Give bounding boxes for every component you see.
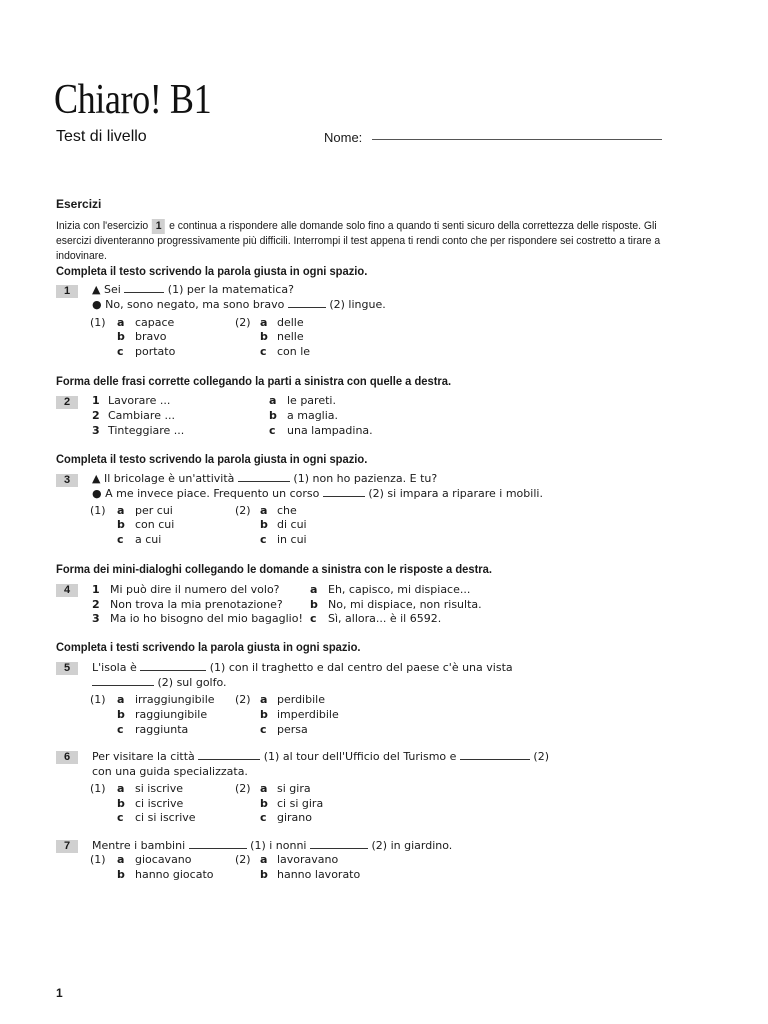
- question-number-7: 7: [56, 840, 78, 853]
- book-logo: Chiaro! B1: [54, 77, 212, 123]
- q5-g2-option-a[interactable]: perdibile: [277, 693, 325, 706]
- q1-g2-option-a[interactable]: delle: [277, 316, 304, 329]
- q6-text-1b: (1) al tour dell'Ufficio del Turismo e: [263, 750, 457, 763]
- q4-right-b[interactable]: No, mi dispiace, non risulta.: [328, 598, 482, 611]
- q3-g2-option-a[interactable]: che: [277, 504, 297, 517]
- q2-right-a[interactable]: le pareti.: [287, 394, 336, 407]
- q1-g2-option-c[interactable]: con le: [277, 345, 311, 358]
- q1-line-1: [92, 283, 294, 296]
- q1-g1-letter-b: b: [117, 330, 125, 343]
- q6-blank-2[interactable]: [460, 750, 530, 760]
- q1-group-1-label: (1): [90, 316, 106, 329]
- q3-text-1b: (1) non ho pazienza. E tu?: [293, 472, 438, 485]
- q3-g1-letter-c: c: [117, 533, 124, 546]
- q3-g2-letter-c: c: [260, 533, 267, 546]
- q5-group-1-label: (1): [90, 693, 106, 706]
- q1-text-2b: (2) lingue.: [329, 298, 386, 311]
- q3-g1-letter-b: b: [117, 518, 125, 531]
- question-number-3: 3: [56, 474, 78, 487]
- q3-g2-letter-a: a: [260, 504, 268, 517]
- q4-left-1[interactable]: Mi può dire il numero del volo?: [110, 583, 280, 596]
- q5-blank-1[interactable]: [140, 661, 206, 671]
- q6-g1-option-b[interactable]: ci iscrive: [135, 797, 184, 810]
- q7-g2-letter-b: b: [260, 868, 268, 881]
- instruction-5: Completa i testi scrivendo la parola giusta in ogni spazio.: [56, 640, 361, 654]
- q3-group-2-label: (2): [235, 504, 251, 517]
- q2-left-3[interactable]: Tinteggiare ...: [108, 424, 185, 437]
- q2-right-b[interactable]: a maglia.: [287, 409, 339, 422]
- question-number-2: 2: [56, 396, 78, 409]
- q5-group-2-label: (2): [235, 693, 251, 706]
- triangle-icon: ▲: [92, 472, 101, 485]
- q1-g1-letter-a: a: [117, 316, 125, 329]
- q4-num-3: 3: [92, 612, 100, 625]
- q1-g1-letter-c: c: [117, 345, 124, 358]
- instruction-2: Forma delle frasi corrette collegando la parti a sinistra con quelle a destra.: [56, 374, 452, 388]
- q3-line-1: [92, 472, 437, 485]
- q4-left-3[interactable]: Ma io ho bisogno del mio bagaglio!: [110, 612, 303, 625]
- test-subtitle: Test di livello: [56, 128, 147, 145]
- q1-g1-option-c[interactable]: portato: [135, 345, 176, 358]
- question-number-4: 4: [56, 584, 78, 597]
- instruction-4: Forma dei mini-dialoghi collegando le domande a sinistra con le risposte a destra.: [56, 562, 492, 576]
- q7-g1-letter-a: a: [117, 853, 125, 866]
- q6-text-1c: (2): [533, 750, 549, 763]
- q3-g1-option-c[interactable]: a cui: [135, 533, 162, 546]
- q1-text-1b: (1) per la matematica?: [167, 283, 294, 296]
- q5-text-2b: (2) sul golfo.: [157, 676, 227, 689]
- q5-g2-letter-a: a: [260, 693, 268, 706]
- q1-g1-option-b[interactable]: bravo: [135, 330, 167, 343]
- q3-g2-option-b[interactable]: di cui: [277, 518, 307, 531]
- q3-blank-1[interactable]: [238, 472, 290, 482]
- q3-blank-2[interactable]: [323, 487, 365, 497]
- q1-g2-letter-b: b: [260, 330, 268, 343]
- intro-before: Inizia con l'esercizio: [56, 220, 149, 232]
- q7-g2-option-b[interactable]: hanno lavorato: [277, 868, 361, 881]
- q5-line-1: [92, 661, 513, 674]
- q5-blank-2[interactable]: [92, 676, 154, 686]
- q6-g2-option-c[interactable]: girano: [277, 811, 313, 824]
- q4-right-c[interactable]: Sì, allora... è il 6592.: [328, 612, 442, 625]
- q6-g2-option-a[interactable]: si gira: [277, 782, 311, 795]
- q1-blank-2[interactable]: [288, 298, 326, 308]
- q5-text-1b: (1) con il traghetto e dal centro del paese c'è una vista: [209, 661, 513, 674]
- q2-left-2[interactable]: Cambiare ...: [108, 409, 175, 422]
- q3-g2-letter-b: b: [260, 518, 268, 531]
- q2-letter-c: c: [269, 424, 276, 437]
- question-number-5: 5: [56, 662, 78, 675]
- q5-g1-letter-c: c: [117, 723, 124, 736]
- nome-label: Nome:: [324, 130, 363, 145]
- q6-g1-letter-a: a: [117, 782, 125, 795]
- page-number: 1: [56, 986, 63, 1000]
- q6-g2-letter-a: a: [260, 782, 268, 795]
- q7-g1-option-a[interactable]: giocavano: [135, 853, 192, 866]
- q7-text-1c: (2) in giardino.: [371, 839, 453, 852]
- q6-g1-option-a[interactable]: si iscrive: [135, 782, 183, 795]
- q2-num-3: 3: [92, 424, 100, 437]
- q2-letter-a: a: [269, 394, 277, 407]
- q1-line-2: [92, 298, 386, 311]
- q5-g1-option-a[interactable]: irraggiungibile: [135, 693, 215, 706]
- q6-blank-1[interactable]: [198, 750, 260, 760]
- q2-left-1[interactable]: Lavorare ...: [108, 394, 171, 407]
- section-intro: [56, 219, 670, 264]
- q1-text-1a: Sei: [103, 283, 121, 296]
- q6-g1-letter-c: c: [117, 811, 124, 824]
- intro-exercise-number: 1: [152, 219, 165, 234]
- bullet-icon: ●: [92, 298, 102, 311]
- q4-letter-c: c: [310, 612, 317, 625]
- instruction-3: Completa il testo scrivendo la parola giusta in ogni spazio.: [56, 452, 368, 466]
- intro-after: e continua a rispondere alle domande solo fino a quando ti senti sicuro della correttezza delle risposte. Gli esercizi diventeranno progressivamente più difficili. Interrompi il test appena ti rendi conto che per rispondere sei costretto a tirare a indovinare.: [56, 220, 661, 262]
- q1-group-2-label: (2): [235, 316, 251, 329]
- q4-right-a[interactable]: Eh, capisco, mi dispiace...: [328, 583, 471, 596]
- q7-g2-option-a[interactable]: lavoravano: [277, 853, 339, 866]
- q7-g1-letter-b: b: [117, 868, 125, 881]
- q1-g2-option-b[interactable]: nelle: [277, 330, 304, 343]
- q3-text-2a: A me invece piace. Frequento un corso: [105, 487, 320, 500]
- q3-g1-option-b[interactable]: con cui: [135, 518, 175, 531]
- q6-g1-letter-b: b: [117, 797, 125, 810]
- q5-g2-letter-b: b: [260, 708, 268, 721]
- question-number-6: 6: [56, 751, 78, 764]
- q2-letter-b: b: [269, 409, 277, 422]
- q7-group-2-label: (2): [235, 853, 251, 866]
- q3-text-1a: Il bricolage è un'attività: [103, 472, 235, 485]
- q6-g2-option-b[interactable]: ci si gira: [277, 797, 324, 810]
- q5-g1-letter-b: b: [117, 708, 125, 721]
- q5-g1-option-c[interactable]: raggiunta: [135, 723, 189, 736]
- q5-g1-option-b[interactable]: raggiungibile: [135, 708, 208, 721]
- q1-g2-letter-a: a: [260, 316, 268, 329]
- q6-g1-option-c[interactable]: ci si iscrive: [135, 811, 196, 824]
- q6-g2-letter-c: c: [260, 811, 267, 824]
- q5-g2-option-c[interactable]: persa: [277, 723, 308, 736]
- nome-input-line[interactable]: [372, 139, 662, 140]
- q6-line-1: [92, 750, 549, 763]
- q6-text-1a: Per visitare la città: [92, 750, 195, 763]
- q2-num-1: 1: [92, 394, 100, 407]
- q6-group-2-label: (2): [235, 782, 251, 795]
- q1-g2-letter-c: c: [260, 345, 267, 358]
- q3-g1-letter-a: a: [117, 504, 125, 517]
- q1-blank-1[interactable]: [124, 283, 164, 293]
- q4-left-2[interactable]: Non trova la mia prenotazione?: [110, 598, 283, 611]
- q7-blank-1[interactable]: [189, 839, 247, 849]
- q7-blank-2[interactable]: [310, 839, 368, 849]
- q2-num-2: 2: [92, 409, 100, 422]
- q3-group-1-label: (1): [90, 504, 106, 517]
- q2-right-c[interactable]: una lampadina.: [287, 424, 373, 437]
- q7-g1-option-b[interactable]: hanno giocato: [135, 868, 214, 881]
- q1-text-2a: No, sono negato, ma sono bravo: [105, 298, 285, 311]
- triangle-icon: ▲: [92, 283, 101, 296]
- instruction-1: Completa il testo scrivendo la parola giusta in ogni spazio.: [56, 264, 368, 278]
- q6-line-2: con una guida specializzata.: [92, 765, 248, 778]
- q3-line-2: [92, 487, 543, 500]
- section-title: Esercizi: [56, 197, 102, 211]
- q7-text-1a: Mentre i bambini: [92, 839, 186, 852]
- q4-letter-a: a: [310, 583, 318, 596]
- question-number-1: 1: [56, 285, 78, 298]
- q5-g1-letter-a: a: [117, 693, 125, 706]
- q5-line-2: [92, 676, 227, 689]
- q7-g2-letter-a: a: [260, 853, 268, 866]
- q3-text-2b: (2) si impara a riparare i mobili.: [368, 487, 543, 500]
- q3-g2-option-c[interactable]: in cui: [277, 533, 307, 546]
- q4-num-1: 1: [92, 583, 100, 596]
- q7-line-1: [92, 839, 452, 852]
- q5-g2-option-b[interactable]: imperdibile: [277, 708, 339, 721]
- q4-letter-b: b: [310, 598, 318, 611]
- q5-g2-letter-c: c: [260, 723, 267, 736]
- q5-text-1a: L'isola è: [92, 661, 137, 674]
- q1-g1-option-a[interactable]: capace: [135, 316, 175, 329]
- q4-num-2: 2: [92, 598, 100, 611]
- q7-group-1-label: (1): [90, 853, 106, 866]
- q7-text-1b: (1) i nonni: [250, 839, 307, 852]
- bullet-icon: ●: [92, 487, 102, 500]
- q3-g1-option-a[interactable]: per cui: [135, 504, 173, 517]
- q6-g2-letter-b: b: [260, 797, 268, 810]
- q6-group-1-label: (1): [90, 782, 106, 795]
